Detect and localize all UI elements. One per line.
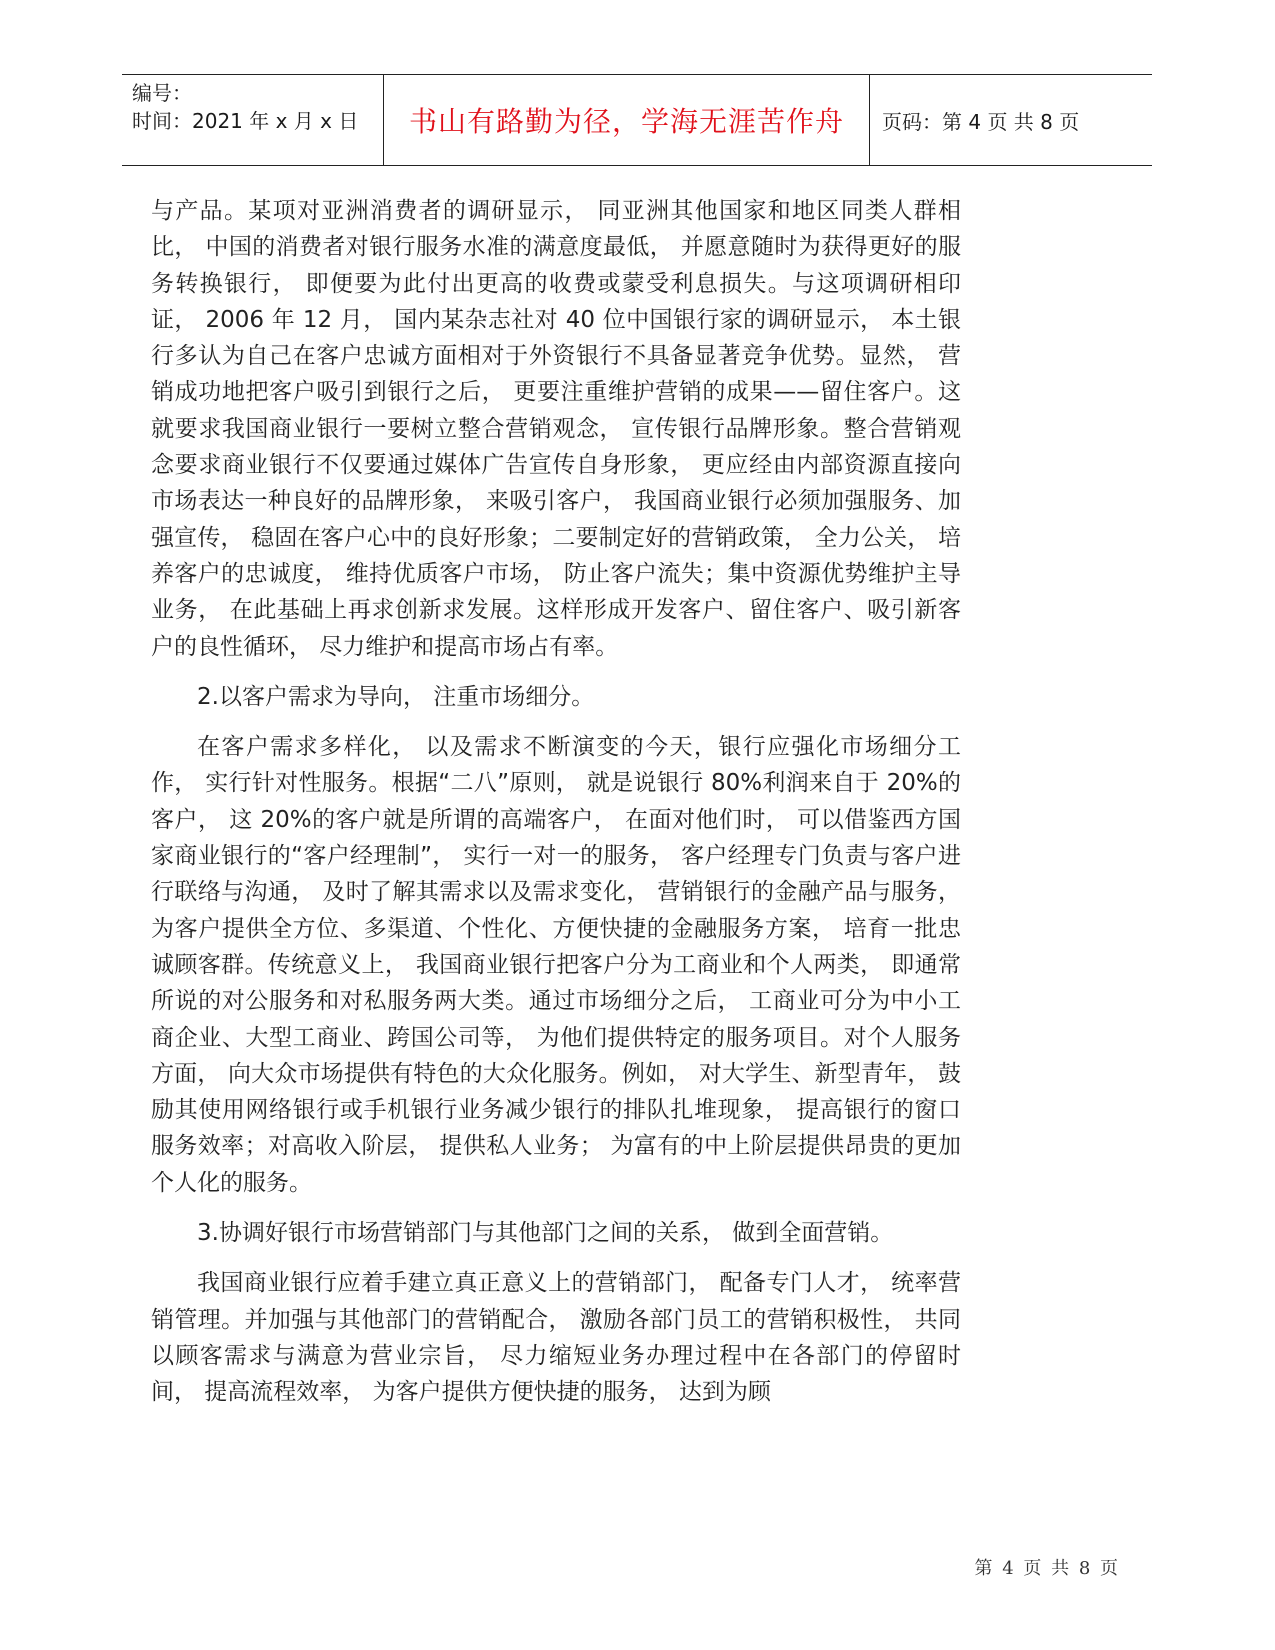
- paragraph-2: 在客户需求多样化， 以及需求不断演变的今天，银行应强化市场细分工作， 实行针对性服务。根据“二八”原则， 就是说银行 80%利润来自于 20%的客户， 这 20%的客户就是所谓的高端客户， 在面对他们时， 可以借鉴西方国家商业银行的“客户经理制”， 实行一对一的服务， 客户经理专门负责与客户进行联络与沟通， 及时了解其需求以及需求变化， 营销银行的金融产品与服务， 为客户提供全方位、多渠道、个性化、方便快捷的金融服务方案， 培育一批忠诚顾客群。传统意义上， 我国商业银行把客户分为工商业和个人两类， 即通常所说的对公服务和对私服务两大类。通过市场细分之后， 工商业可分为中小工商企业、大型工商业、跨国公司等， 为他们提供特定的服务项目。对个人服务方面， 向大众市场提供有特色的大众化服务。例如， 对大学生、新型青年， 鼓励其使用网络银行或手机银行业务减少银行的排队扎堆现象， 提高银行的窗口服务效率；对高收入阶层， 提供私人业务； 为富有的中上阶层提供昂贵的更加个人化的服务。: [151, 734, 961, 1196]
- page-footer: 第 4 页 共 8 页: [974, 1558, 1120, 1579]
- paragraph-3: 我国商业银行应着手建立真正意义上的营销部门， 配备专门人才， 统率营销管理。并加强与其他部门的营销配合， 激励各部门员工的营销积极性， 共同以顾客需求与满意为营业宗旨， 尽力缩短业务办理过程中在各部门的停留时间， 提高流程效率， 为客户提供方便快捷的服务， 达到为顾: [151, 1270, 961, 1406]
- document-body: [151, 193, 961, 1411]
- section-heading-2: 2.以客户需求为导向， 注重市场细分。: [197, 683, 595, 710]
- header-motto: 书山有路勤为径，学海无涯苦作舟: [384, 75, 870, 165]
- header-page-info: 页码：第 4 页 共 8 页: [882, 109, 1080, 134]
- header-meta: [122, 75, 384, 165]
- page-header: [122, 74, 1152, 166]
- paragraph-1: 与产品。某项对亚洲消费者的调研显示， 同亚洲其他国家和地区同类人群相比， 中国的消费者对银行服务水准的满意度最低， 并愿意随时为获得更好的服务转换银行， 即便要为此付出更高的收费或蒙受利息损失。与这项调研相印证， 2006 年 12 月， 国内某杂志社对 40 位中国银行家的调研显示， 本土银行多认为自己在客户忠诚方面相对于外资银行不具备显著竞争优势。显然， 营销成功地把客户吸引到银行之后， 更要注重维护营销的成果——留住客户。这就要求我国商业银行一要树立整合营销观念， 宣传银行品牌形象。整合营销观念要求商业银行不仅要通过媒体广告宣传自身形象， 更应经由内部资源直接向市场表达一种良好的品牌形象， 来吸引客户， 我国商业银行必须加强服务、加强宣传， 稳固在客户心中的良好形象；二要制定好的营销政策， 全力公关， 培养客户的忠诚度， 维持优质客户市场， 防止客户流失；集中资源优势维护主导业务， 在此基础上再求创新求发展。这样形成开发客户、留住客户、吸引新客户的良性循环， 尽力维护和提高市场占有率。: [151, 198, 961, 660]
- document-date-label: 时间：2021 年 x 月 x 日: [132, 109, 359, 133]
- section-heading-3: 3.协调好银行市场营销部门与其他部门之间的关系， 做到全面营销。: [197, 1220, 894, 1247]
- document-number-label: 编号：: [132, 81, 192, 105]
